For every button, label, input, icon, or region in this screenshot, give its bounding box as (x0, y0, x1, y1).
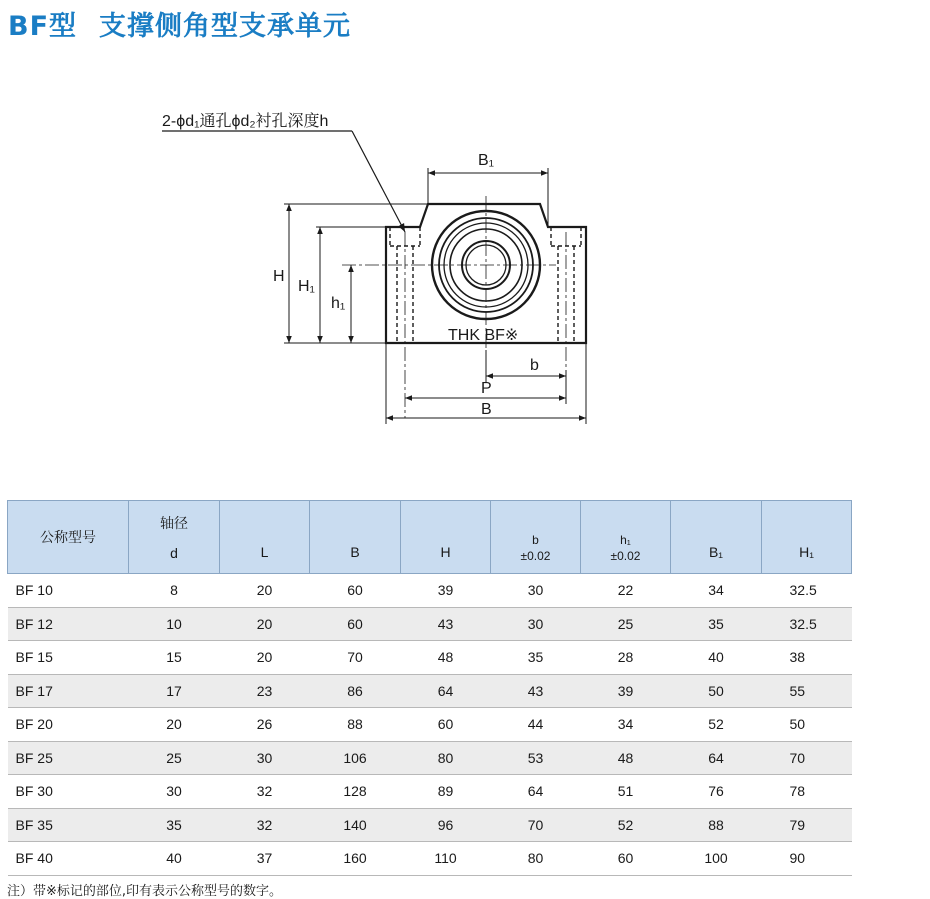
label-b: b (530, 357, 539, 374)
table-row: BF 40 40 37 160 110 80 60 100 90 (8, 842, 852, 876)
callout-leader-diag (352, 131, 405, 232)
header-H1: H₁ (762, 501, 852, 574)
product-marking: THK BF※ (448, 327, 519, 344)
table-row: BF 10 8 20 60 39 30 22 34 32.5 (8, 574, 852, 608)
header-h1: h₁ ±0.02 (581, 501, 671, 574)
label-H: H (273, 268, 285, 285)
header-model: 公称型号 (8, 501, 129, 574)
table-row: BF 35 35 32 140 96 70 52 88 79 (8, 808, 852, 842)
header-b: b ±0.02 (491, 501, 581, 574)
footnote: 注）带※标记的部位,印有表示公称型号的数字。 (7, 884, 283, 899)
table-row: BF 25 25 30 106 80 53 48 64 70 (8, 741, 852, 775)
header-shaft: 轴径 d (129, 501, 220, 574)
table-row: BF 15 15 20 70 48 35 28 40 38 (8, 641, 852, 675)
label-B: B (481, 401, 492, 418)
title-name: 支撑侧角型支承单元 (99, 11, 352, 42)
hole-callout: 2-ϕd₁通孔ϕd₂衬孔深度h (162, 113, 329, 130)
label-P: P (481, 380, 492, 397)
table-row: BF 30 30 32 128 89 64 51 76 78 (8, 775, 852, 809)
header-H: H (401, 501, 491, 574)
title-series: BF型 (8, 11, 78, 42)
header-B1: B₁ (671, 501, 762, 574)
header-L: L (220, 501, 310, 574)
header-B: B (310, 501, 401, 574)
spec-table (7, 500, 852, 876)
label-h1: h₁ (331, 295, 346, 312)
label-H1: H₁ (298, 278, 315, 295)
table-row: BF 12 10 20 60 43 30 25 35 32.5 (8, 607, 852, 641)
label-B1: B₁ (478, 152, 495, 169)
table-row: BF 20 20 26 88 60 44 34 52 50 (8, 708, 852, 742)
dim-b (486, 350, 566, 382)
table-header-row (8, 501, 852, 574)
table-row: BF 17 17 23 86 64 43 39 50 55 (8, 674, 852, 708)
